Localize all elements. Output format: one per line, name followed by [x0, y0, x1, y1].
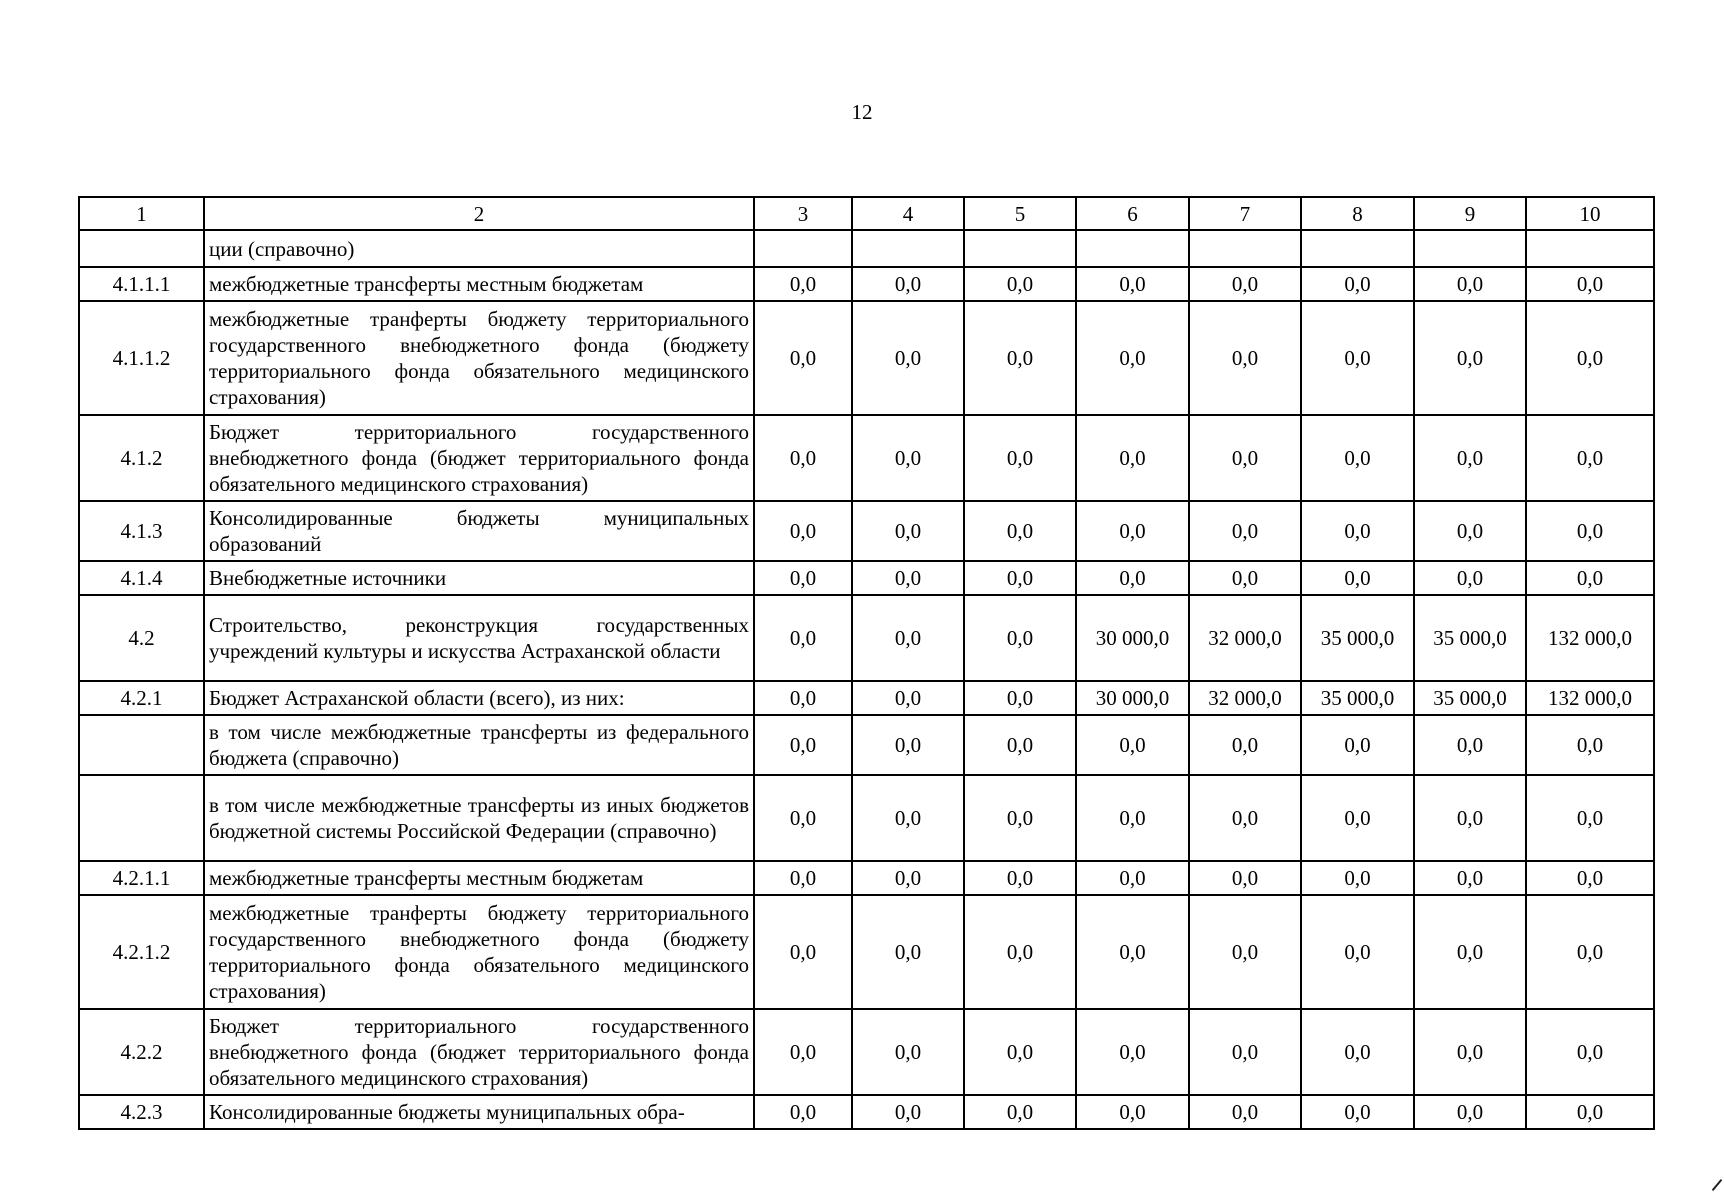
row-value: 0,0 [1076, 775, 1189, 861]
table-row [79, 1095, 1654, 1129]
table-row [79, 501, 1654, 561]
column-header: 9 [1414, 197, 1526, 230]
row-value: 0,0 [964, 895, 1076, 1009]
row-value: 0,0 [964, 415, 1076, 501]
row-code [79, 775, 204, 861]
row-value [1414, 230, 1526, 267]
row-value: 0,0 [852, 1009, 964, 1095]
row-value: 0,0 [754, 267, 852, 301]
column-header: 4 [852, 197, 964, 230]
row-value: 0,0 [1189, 301, 1301, 415]
row-value: 0,0 [1526, 1095, 1654, 1129]
table-header-row [79, 197, 1654, 230]
row-name: Бюджет территориального государственного внебюджетного фонда (бюджет территориального фонда обязательного медицинского страхования) [204, 1009, 754, 1095]
row-name: межбюджетные транферты бюджету территориального государственного внебюджетного фонда (бюджету территориального фонда обязательного медицинского страхования) [204, 301, 754, 415]
row-value: 132 000,0 [1526, 681, 1654, 715]
row-name: Внебюджетные источники [204, 561, 754, 595]
row-value: 35 000,0 [1414, 595, 1526, 681]
row-value: 32 000,0 [1189, 595, 1301, 681]
row-value: 0,0 [964, 715, 1076, 775]
table-row [79, 561, 1654, 595]
row-code [79, 715, 204, 775]
row-value: 0,0 [964, 775, 1076, 861]
row-value: 0,0 [1189, 775, 1301, 861]
row-value: 0,0 [1526, 861, 1654, 895]
row-value: 0,0 [1189, 267, 1301, 301]
row-value: 0,0 [1189, 861, 1301, 895]
row-value: 0,0 [754, 861, 852, 895]
row-value: 0,0 [964, 267, 1076, 301]
row-value: 35 000,0 [1301, 595, 1414, 681]
column-header: 3 [754, 197, 852, 230]
row-code: 4.2.1.1 [79, 861, 204, 895]
row-code: 4.2.3 [79, 1095, 204, 1129]
row-value: 0,0 [1301, 301, 1414, 415]
row-name: Консолидированные бюджеты муниципальных образований [204, 501, 754, 561]
row-name: межбюджетные транферты бюджету территориального государственного внебюджетного фонда (бюджету территориального фонда обязательного медицинского страхования) [204, 895, 754, 1009]
row-code: 4.1.1.2 [79, 301, 204, 415]
row-value: 132 000,0 [1526, 595, 1654, 681]
row-value: 0,0 [1414, 561, 1526, 595]
row-value: 0,0 [1526, 301, 1654, 415]
row-value: 0,0 [964, 1095, 1076, 1129]
row-value [852, 230, 964, 267]
row-value: 0,0 [852, 501, 964, 561]
row-value: 0,0 [1526, 561, 1654, 595]
row-value: 0,0 [1414, 1095, 1526, 1129]
row-value: 0,0 [1076, 895, 1189, 1009]
row-value: 0,0 [1189, 895, 1301, 1009]
row-value: 0,0 [852, 861, 964, 895]
row-value: 0,0 [1414, 267, 1526, 301]
row-name: межбюджетные трансферты местным бюджетам [204, 267, 754, 301]
row-value: 0,0 [754, 715, 852, 775]
row-value: 0,0 [852, 681, 964, 715]
row-value: 0,0 [964, 861, 1076, 895]
row-value: 0,0 [852, 1095, 964, 1129]
row-value: 0,0 [1414, 301, 1526, 415]
row-value: 0,0 [1414, 501, 1526, 561]
row-value: 0,0 [1076, 861, 1189, 895]
row-value: 0,0 [1076, 301, 1189, 415]
table-row [79, 715, 1654, 775]
row-value: 0,0 [1189, 1009, 1301, 1095]
row-value: 0,0 [852, 715, 964, 775]
row-value: 0,0 [1414, 895, 1526, 1009]
row-value: 0,0 [1414, 415, 1526, 501]
row-value: 0,0 [1526, 715, 1654, 775]
row-value: 0,0 [754, 561, 852, 595]
column-header: 6 [1076, 197, 1189, 230]
budget-table [78, 196, 1655, 1130]
row-value: 0,0 [964, 681, 1076, 715]
row-value: 0,0 [1526, 775, 1654, 861]
row-value: 0,0 [1301, 267, 1414, 301]
row-name: ции (справочно) [204, 230, 754, 267]
row-value: 32 000,0 [1189, 681, 1301, 715]
row-value: 0,0 [1526, 895, 1654, 1009]
row-value: 0,0 [1189, 415, 1301, 501]
row-value [1189, 230, 1301, 267]
row-value: 0,0 [754, 415, 852, 501]
row-value: 0,0 [1076, 1095, 1189, 1129]
scan-artifact [1712, 1179, 1724, 1200]
table-row [79, 595, 1654, 681]
row-code: 4.2.1 [79, 681, 204, 715]
row-value: 0,0 [852, 561, 964, 595]
row-code: 4.2 [79, 595, 204, 681]
row-name: в том числе межбюджетные трансферты из федерального бюджета (справочно) [204, 715, 754, 775]
row-code: 4.1.4 [79, 561, 204, 595]
row-value: 0,0 [1189, 561, 1301, 595]
column-header: 2 [204, 197, 754, 230]
row-value: 0,0 [1076, 1009, 1189, 1095]
row-value: 0,0 [1189, 715, 1301, 775]
row-name: межбюджетные трансферты местным бюджетам [204, 861, 754, 895]
column-header: 1 [79, 197, 204, 230]
row-value: 35 000,0 [1414, 681, 1526, 715]
row-value: 0,0 [1076, 501, 1189, 561]
row-value: 30 000,0 [1076, 595, 1189, 681]
row-value: 0,0 [754, 1009, 852, 1095]
column-header: 8 [1301, 197, 1414, 230]
row-value: 0,0 [754, 1095, 852, 1129]
row-name: Бюджет Астраханской области (всего), из них: [204, 681, 754, 715]
row-code: 4.1.2 [79, 415, 204, 501]
row-name: Бюджет территориального государственного внебюджетного фонда (бюджет территориального фонда обязательного медицинского страхования) [204, 415, 754, 501]
row-code: 4.2.2 [79, 1009, 204, 1095]
row-value: 0,0 [754, 301, 852, 415]
row-value: 0,0 [1189, 1095, 1301, 1129]
row-value: 35 000,0 [1301, 681, 1414, 715]
row-name: в том числе межбюджетные трансферты из иных бюджетов бюджетной системы Российской Федерации (справочно) [204, 775, 754, 861]
row-value: 30 000,0 [1076, 681, 1189, 715]
table-row [79, 415, 1654, 501]
row-value: 0,0 [1301, 501, 1414, 561]
row-value [754, 230, 852, 267]
row-value: 0,0 [964, 1009, 1076, 1095]
row-value: 0,0 [1301, 861, 1414, 895]
row-value: 0,0 [754, 501, 852, 561]
row-value: 0,0 [964, 501, 1076, 561]
table-row [79, 681, 1654, 715]
row-value: 0,0 [1301, 895, 1414, 1009]
row-value: 0,0 [1301, 1095, 1414, 1129]
row-value: 0,0 [1076, 561, 1189, 595]
table-row [79, 895, 1654, 1009]
table-row [79, 1009, 1654, 1095]
row-value: 0,0 [754, 895, 852, 1009]
row-value: 0,0 [852, 415, 964, 501]
row-value: 0,0 [964, 301, 1076, 415]
row-value [1526, 230, 1654, 267]
row-value: 0,0 [1414, 775, 1526, 861]
row-value: 0,0 [1414, 1009, 1526, 1095]
table-row [79, 775, 1654, 861]
row-value: 0,0 [964, 561, 1076, 595]
row-value: 0,0 [754, 681, 852, 715]
column-header: 10 [1526, 197, 1654, 230]
row-value: 0,0 [1414, 861, 1526, 895]
row-value: 0,0 [1076, 715, 1189, 775]
row-value: 0,0 [1414, 715, 1526, 775]
row-value: 0,0 [852, 301, 964, 415]
row-value: 0,0 [1301, 1009, 1414, 1095]
page-number: 12 [851, 100, 873, 124]
row-code: 4.2.1.2 [79, 895, 204, 1009]
row-value: 0,0 [1301, 715, 1414, 775]
table-row [79, 861, 1654, 895]
row-value: 0,0 [852, 267, 964, 301]
row-value: 0,0 [964, 595, 1076, 681]
column-header: 5 [964, 197, 1076, 230]
row-name: Строительство, реконструкция государственных учреждений культуры и искусства Астраханской области [204, 595, 754, 681]
row-value: 0,0 [754, 595, 852, 681]
row-value: 0,0 [1076, 415, 1189, 501]
row-value: 0,0 [1076, 267, 1189, 301]
row-value: 0,0 [852, 775, 964, 861]
row-value: 0,0 [1526, 1009, 1654, 1095]
row-value [1076, 230, 1189, 267]
row-code [79, 230, 204, 267]
row-code: 4.1.1.1 [79, 267, 204, 301]
table-row [79, 301, 1654, 415]
row-value: 0,0 [852, 595, 964, 681]
row-value: 0,0 [1189, 501, 1301, 561]
row-value: 0,0 [852, 895, 964, 1009]
row-code: 4.1.3 [79, 501, 204, 561]
row-value: 0,0 [1526, 267, 1654, 301]
row-value: 0,0 [754, 775, 852, 861]
row-value: 0,0 [1301, 775, 1414, 861]
row-value: 0,0 [1526, 415, 1654, 501]
table-body [79, 230, 1654, 1129]
row-value [1301, 230, 1414, 267]
table-row [79, 267, 1654, 301]
row-value [964, 230, 1076, 267]
row-name: Консолидированные бюджеты муниципальных обра- [204, 1095, 754, 1129]
row-value: 0,0 [1301, 561, 1414, 595]
row-value: 0,0 [1301, 415, 1414, 501]
row-value: 0,0 [1526, 501, 1654, 561]
column-header: 7 [1189, 197, 1301, 230]
table-row [79, 230, 1654, 267]
